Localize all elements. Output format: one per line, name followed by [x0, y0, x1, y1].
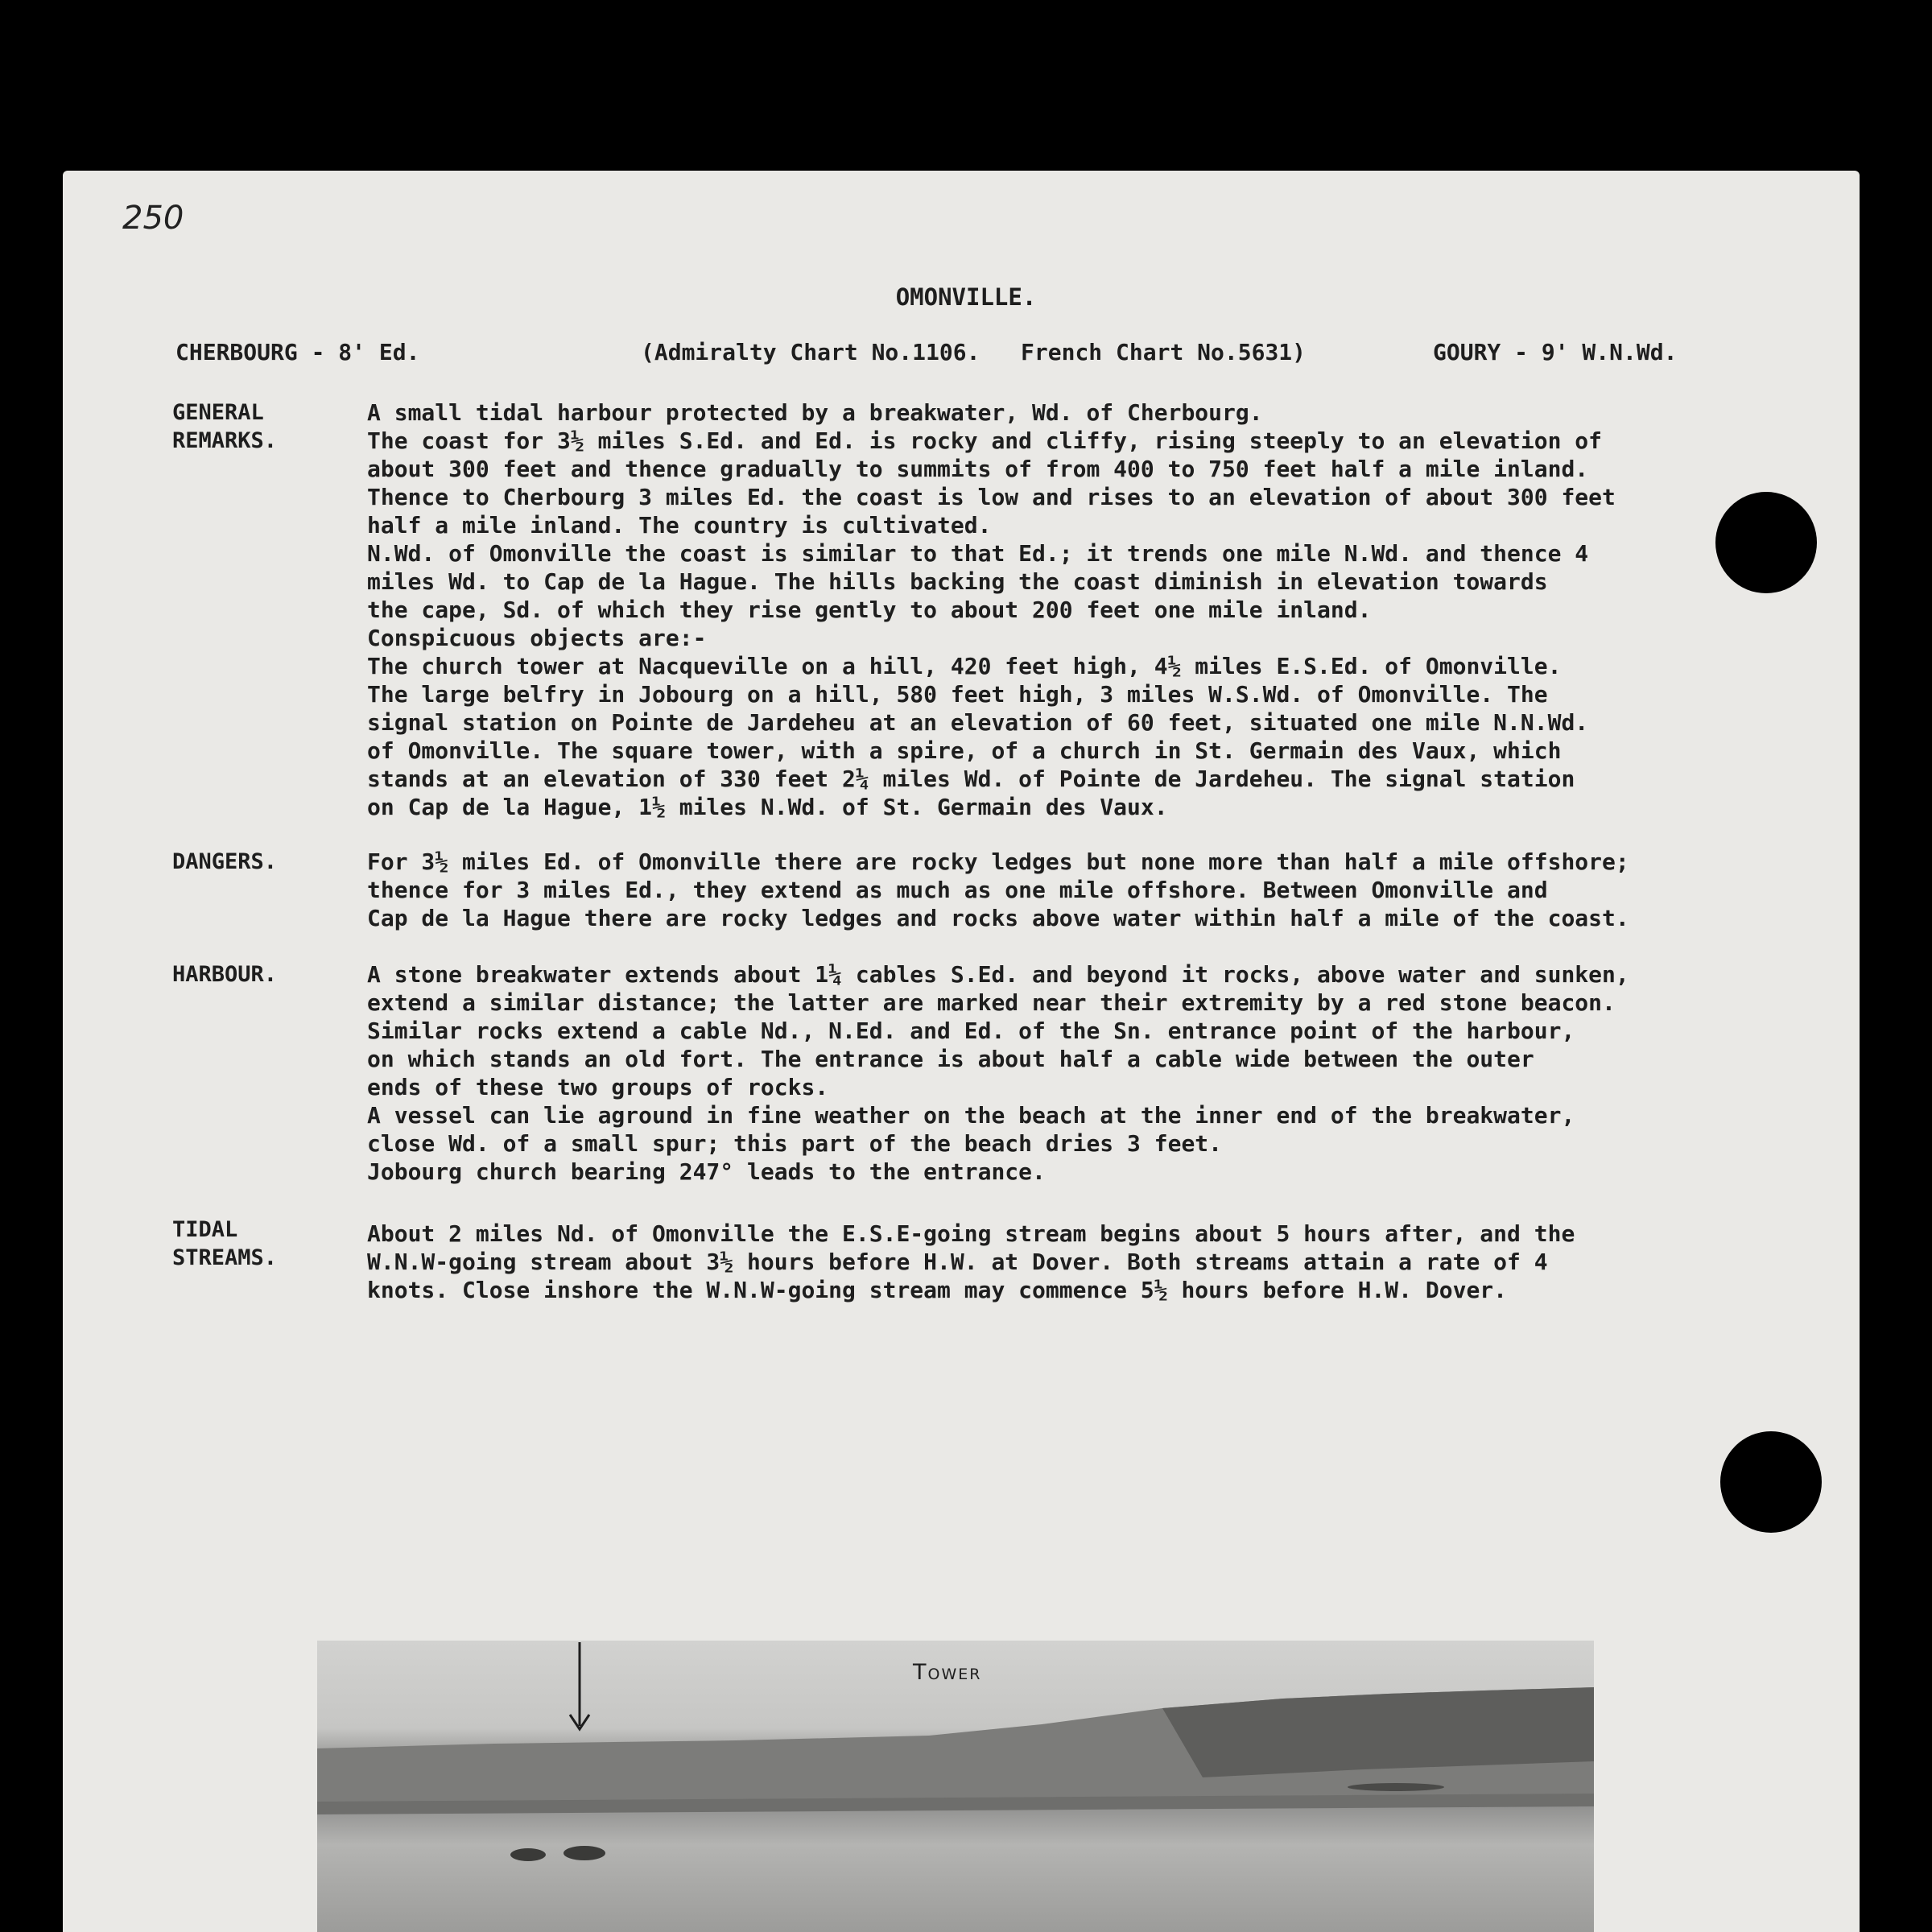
page-number: 250: [122, 200, 184, 237]
text-line: about 300 feet and thence gradually to summits of from 400 to 750 feet half a mile inland.: [367, 456, 1589, 482]
text-line: miles Wd. to Cap de la Hague. The hills backing the coast diminish in elevation towards: [367, 568, 1548, 595]
page-title: OMONVILLE.: [895, 283, 1037, 311]
reference-left: CHERBOURG - 8' Ed.: [175, 339, 420, 365]
text-line: on Cap de la Hague, 1½ miles N.Wd. of St. Germain des Vaux.: [367, 794, 1168, 820]
text-line: A stone breakwater extends about 1¼ cables S.Ed. and beyond it rocks, above water and sunken,: [367, 961, 1629, 988]
section-body-dangers: [367, 848, 1687, 932]
text-line: The large belfry in Jobourg on a hill, 580 feet high, 3 miles W.S.Wd. of Omonville. The: [367, 681, 1548, 708]
text-line: The coast for 3½ miles S.Ed. and Ed. is rocky and cliffy, rising steeply to an elevation of: [367, 427, 1603, 454]
text-line: extend a similar distance; the latter are marked near their extremity by a red stone beacon.: [367, 989, 1616, 1016]
text-line: Cap de la Hague there are rocky ledges and rocks above water within half a mile of the coast.: [367, 905, 1629, 931]
tower-annotation: Tower: [913, 1660, 982, 1685]
text-line: About 2 miles Nd. of Omonville the E.S.E-going stream begins about 5 hours after, and the: [367, 1220, 1575, 1247]
text-line: ends of these two groups of rocks.: [367, 1074, 829, 1100]
text-line: thence for 3 miles Ed., they extend as much as one mile offshore. Between Omonville and: [367, 877, 1548, 903]
section-label-dangers: DANGERS.: [172, 849, 278, 874]
text-line: Jobourg church bearing 247° leads to the entrance.: [367, 1158, 1046, 1185]
text-line: knots. Close inshore the W.N.W-going stream may commence 5½ hours before H.W. Dover.: [367, 1277, 1508, 1303]
section-body-general: [367, 398, 1687, 821]
text-line: on which stands an old fort. The entrance is about half a cable wide between the outer: [367, 1046, 1534, 1072]
text-line: Similar rocks extend a cable Nd., N.Ed. and Ed. of the Sn. entrance point of the harbour,: [367, 1018, 1575, 1044]
punch-hole-top: [1715, 492, 1817, 593]
coastline-photo: [317, 1641, 1594, 1932]
section-label-tidal: TIDAL STREAMS.: [172, 1217, 278, 1270]
text-line: of Omonville. The square tower, with a spire, of a church in St. Germain des Vaux, which: [367, 737, 1562, 764]
text-line: A small tidal harbour protected by a breakwater, Wd. of Cherbourg.: [367, 399, 1263, 426]
section-label-harbour: HARBOUR.: [172, 962, 278, 987]
arrow-down-icon: [564, 1641, 596, 1737]
reference-right: GOURY - 9' W.N.Wd.: [1433, 339, 1678, 365]
reference-center: (Admiralty Chart No.1106. French Chart No.5631): [641, 339, 1307, 365]
text-line: The church tower at Nacqueville on a hill, 420 feet high, 4½ miles E.S.Ed. of Omonville.: [367, 653, 1562, 679]
text-line: Conspicuous objects are:-: [367, 625, 707, 651]
text-line: half a mile inland. The country is cultivated.: [367, 512, 992, 539]
text-line: the cape, Sd. of which they rise gently to about 200 feet one mile inland.: [367, 597, 1372, 623]
section-body-tidal: [367, 1220, 1687, 1304]
text-line: A vessel can lie aground in fine weather on the beach at the inner end of the breakwater,: [367, 1102, 1575, 1129]
text-line: Thence to Cherbourg 3 miles Ed. the coast is low and rises to an elevation of about 300 feet: [367, 484, 1616, 510]
text-line: signal station on Pointe de Jardeheu at an elevation of 60 feet, situated one mile N.N.Wd.: [367, 709, 1589, 736]
text-line: close Wd. of a small spur; this part of the beach dries 3 feet.: [367, 1130, 1223, 1157]
section-body-harbour: [367, 960, 1687, 1186]
punch-hole-bottom: [1720, 1431, 1822, 1533]
text-line: For 3½ miles Ed. of Omonville there are rocky ledges but none more than half a mile offshore;: [367, 848, 1629, 875]
text-line: W.N.W-going stream about 3½ hours before H.W. at Dover. Both streams attain a rate of 4: [367, 1249, 1548, 1275]
text-line: stands at an elevation of 330 feet 2¼ miles Wd. of Pointe de Jardeheu. The signal station: [367, 766, 1575, 792]
text-line: N.Wd. of Omonville the coast is similar to that Ed.; it trends one mile N.Wd. and thence 4: [367, 540, 1589, 567]
section-label-general: GENERAL REMARKS.: [172, 400, 278, 453]
